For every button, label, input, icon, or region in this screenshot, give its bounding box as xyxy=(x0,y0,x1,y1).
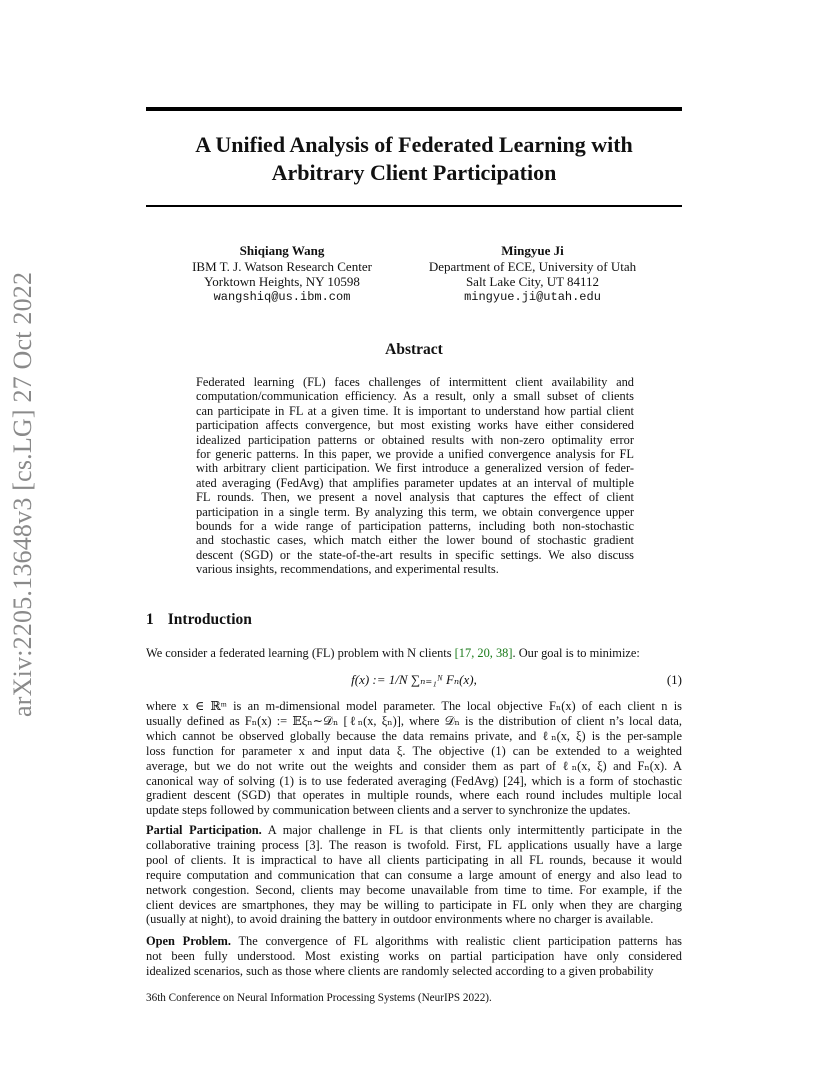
arxiv-identifier[interactable]: arXiv:2205.13648v3 [cs.LG] 27 Oct 2022 xyxy=(8,271,37,717)
paper-title xyxy=(146,131,682,187)
paragraph-1 xyxy=(146,699,682,818)
title-line-1: A Unified Analysis of Federated Learning with xyxy=(195,132,633,157)
text-line: can participate in FL at a given time. It is important to understand how partial client xyxy=(196,403,634,418)
author-email[interactable]: wangshiq@us.ibm.com xyxy=(213,289,351,304)
paragraph-lead: Open Problem. xyxy=(146,934,231,948)
intro-line xyxy=(146,646,682,661)
text-line: update steps followed by communication between clients and a server to synchronize the updates. xyxy=(146,803,631,818)
text-line: pool of clients. It is impractical to have all clients participating in all FL rounds, because it would xyxy=(146,852,682,867)
title-rule-top xyxy=(146,107,682,111)
text-line: ated averaging (FedAvg) that amplifies parameter updates at an interval of multiple xyxy=(196,475,634,490)
paragraph-open-problem xyxy=(146,934,682,979)
text-line: participation affects convergence, but most existing works have either considered xyxy=(196,418,634,433)
text-line: Federated learning (FL) faces challenges of intermittent client availability and xyxy=(196,375,634,389)
text-line: network congestion. Second, clients may become unavailable from time to time. For example, if the xyxy=(146,882,682,897)
equation-number: (1) xyxy=(666,672,682,687)
text-line: usually defined as Fₙ(x) := 𝔼ξₙ∼𝒟ₙ [ℓₙ(x, ξₙ)], where 𝒟ₙ is the distribution of client n’s local data, xyxy=(146,713,682,728)
author-affiliation: IBM T. J. Watson Research Center xyxy=(192,258,372,274)
text-line: descent (SGD) or the state-of-the-art results in specific settings. We also discuss xyxy=(196,547,634,562)
text-line: computation/communication efficiency. As a result, only a small subset of clients xyxy=(196,389,634,404)
text-line: bounds for a wide range of participation patterns, including both non-stochastic xyxy=(196,519,634,534)
text-line: collaborative training process [3]. The reason is twofold. First, FL applications usually have a large xyxy=(146,837,682,852)
text-line: idealized scenarios, such as those where clients are randomly selected according to a given probability xyxy=(146,963,654,978)
text-line: participation in a single term. By analyzing this term, we obtain convergence upper xyxy=(196,504,634,519)
text-line: loss function for parameter x and input data ξ. The objective (1) can be extended to a weighted xyxy=(146,743,682,758)
text-line: various insights, recommendations, and experimental results. xyxy=(196,562,499,577)
text-line: which cannot be observed globally because the data remains private, and ℓₙ(x, ξ) is the per-sample xyxy=(146,728,682,743)
paragraph-lead: Partial Participation. xyxy=(146,823,262,837)
text-line: Partial Participation. A major challenge in FL is that clients only intermittently participate in the xyxy=(146,823,682,837)
author-block-1 xyxy=(172,243,392,305)
title-line-2: Arbitrary Client Participation xyxy=(271,160,557,185)
author-address: Salt Lake City, UT 84112 xyxy=(465,274,600,289)
text-line: require computation and communication that can consume a large amount of energy and also lead to xyxy=(146,867,682,882)
citation-link[interactable]: [17, 20, 38] xyxy=(454,646,513,660)
text-line: and stochastic cases, which match either the lower bound of stochastic gradient xyxy=(196,533,634,548)
text-line: We consider a federated learning (FL) problem with N clients [17, 20, 38]. Our goal is to minimize: xyxy=(146,646,640,660)
author-email[interactable]: mingyue.ji@utah.edu xyxy=(464,289,601,304)
text-line: gradient descent (SGD) that operates in multiple rounds, where each round includes multiple local xyxy=(146,788,682,803)
author-name: Shiqiang Wang xyxy=(239,243,325,258)
conference-footer: 36th Conference on Neural Information Processing Systems (NeurIPS 2022). xyxy=(146,992,492,1004)
title-rule-bottom xyxy=(146,205,682,207)
text-line: idealized participation patterns or obtained results with non-zero optimality error xyxy=(196,432,634,447)
section-number: 1 xyxy=(146,611,154,628)
equation-1 xyxy=(146,672,682,692)
text-line: where x ∈ ℝᵐ is an m-dimensional model parameter. The local objective Fₙ(x) of each client n is xyxy=(146,699,682,713)
text-line: with arbitrary client participation. We first introduce a generalized version of feder- xyxy=(196,461,634,476)
section-heading xyxy=(146,611,252,629)
text-line: for generic patterns. In this paper, we provide a unified convergence analysis for FL xyxy=(196,447,634,462)
text-line: not been fully understood. Most existing works on partial participation have only considered xyxy=(146,948,682,963)
equation-body: f(x) := 1/N ∑ₙ₌₁ᴺ Fₙ(x), xyxy=(351,672,477,687)
author-block-2 xyxy=(420,243,645,305)
section-title: Introduction xyxy=(167,611,252,628)
author-address: Yorktown Heights, NY 10598 xyxy=(204,274,360,289)
abstract-heading: Abstract xyxy=(385,341,443,358)
text-line: Open Problem. The convergence of FL algorithms with realistic client participation patterns has xyxy=(146,934,683,948)
author-affiliation: Department of ECE, University of Utah xyxy=(428,258,637,274)
author-name: Mingyue Ji xyxy=(501,243,564,258)
abstract-text xyxy=(196,375,634,577)
text-line: average, but we do not write out the weights and consider them as part of ℓₙ(x, ξ) and Fₙ(x). A xyxy=(146,758,682,773)
text-line: canonical way of solving (1) is to use federated averaging (FedAvg) [24], which is a form of stochastic xyxy=(146,773,682,788)
text-line: (usually at night), to avoid draining the battery in outdoor environments where no charger is available. xyxy=(146,912,654,927)
paragraph-partial-participation xyxy=(146,823,682,927)
text-line: client devices are smartphones, they may be willing to participate in FL only when they are charging xyxy=(146,897,682,912)
text-line: FL rounds. Then, we present a novel analysis that captures the effect of client xyxy=(196,490,634,505)
